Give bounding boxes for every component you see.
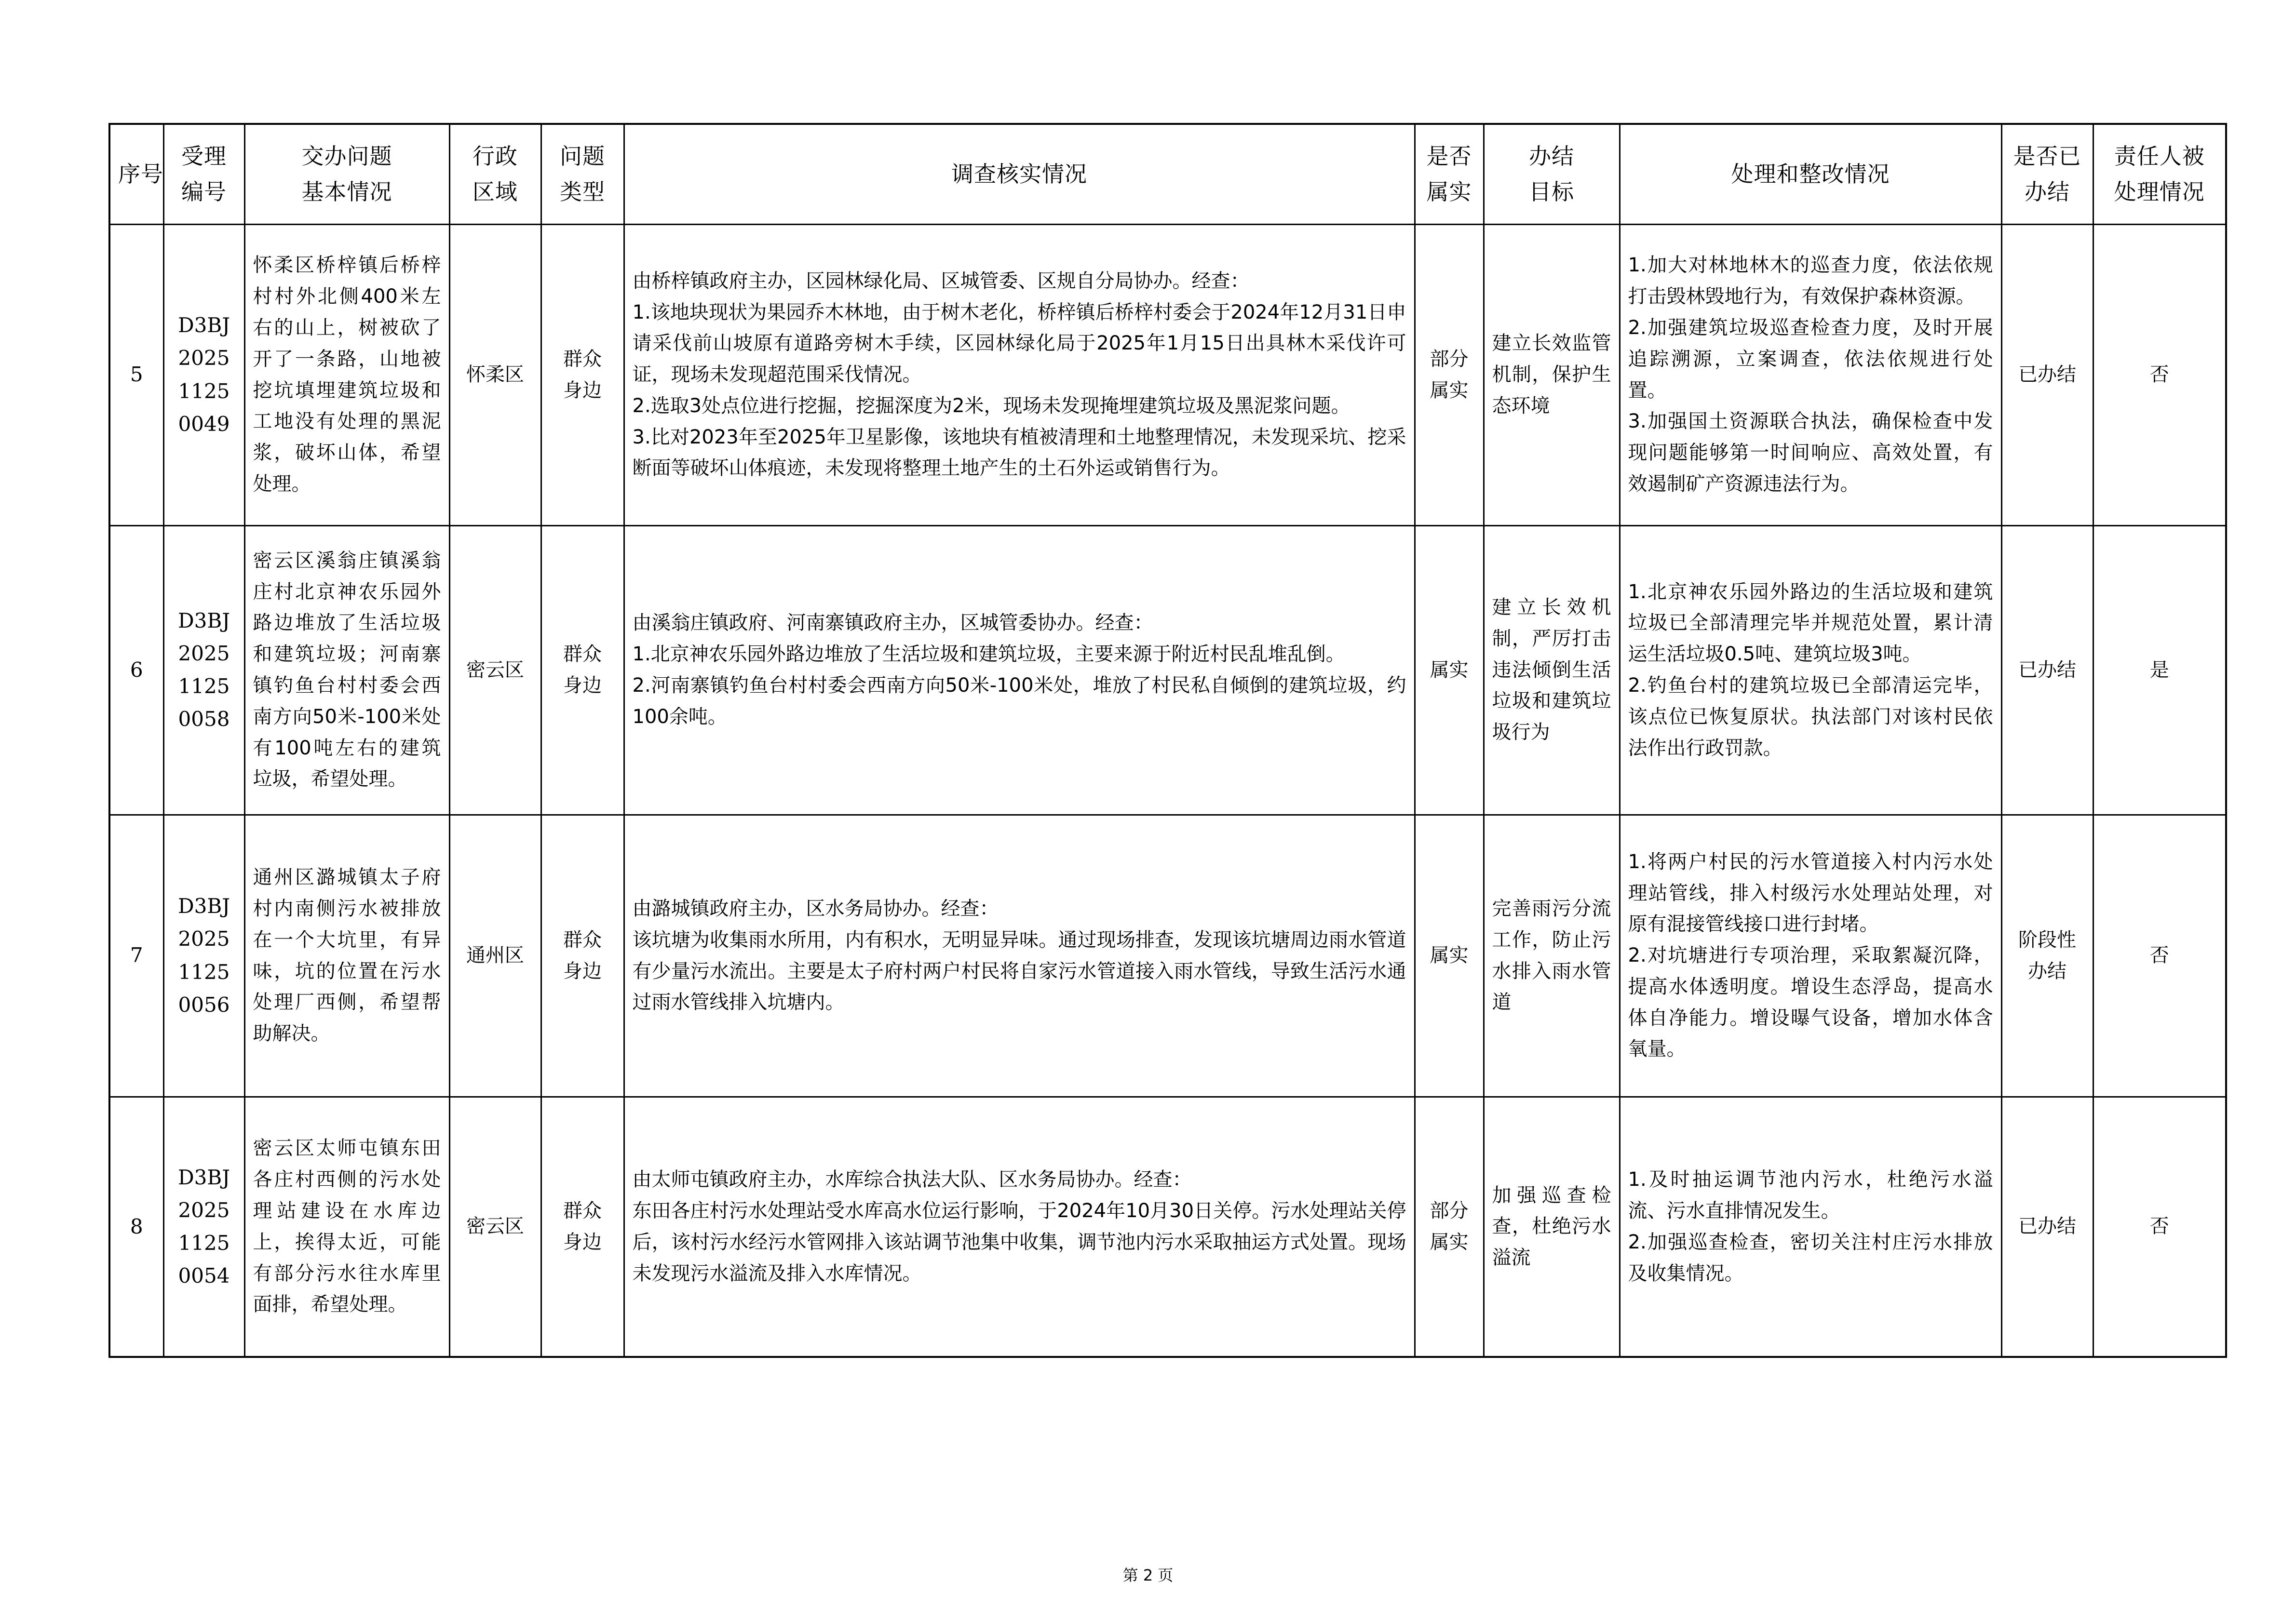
cell-investigation: 由桥梓镇政府主办，区园林绿化局、区城管委、区规自分局协办。经查： 1.该地块现状为果园乔木林地，由于树木老化，桥梓镇后桥梓村委会于2024年12月31日申请采伐前山坡原有道路旁树木手续，区园林绿化局于2025年1月15日出具林木采伐许可证，现场未发现超范围采伐情况。 2.选取3处点位进行挖掘，挖掘深度为2米，现场未发现掩埋建筑垃圾及黑泥浆问题。 3.比对2023年至2025年卫星影像，该地块有植被清理和土地整理情况，未发现采坑、挖采断面等破坏山体痕迹，未发现将整理土地产生的土石外运或销售行为。 xyxy=(624,224,1415,525)
cell-region: 密云区 xyxy=(449,1097,541,1357)
cell-accept-id: D3BJ202511250049 xyxy=(163,224,244,525)
cell-goal: 完善雨污分流工作，防止污水排入雨水管道 xyxy=(1484,815,1620,1097)
col-header-problem-type: 问题 类型 xyxy=(541,124,624,224)
cell-problem-type: 群众 身边 xyxy=(541,224,624,525)
cell-basic-situation: 通州区潞城镇太子府村内南侧污水被排放在一个大坑里，有异味，坑的位置在污水处理厂西侧，希望帮助解决。 xyxy=(244,815,449,1097)
cell-accept-id: D3BJ202511250056 xyxy=(163,815,244,1097)
cell-investigation: 由溪翁庄镇政府、河南寨镇政府主办，区城管委协办。经查： 1.北京神农乐园外路边堆放了生活垃圾和建筑垃圾，主要来源于附近村民乱堆乱倒。 2.河南寨镇钓鱼台村村委会西南方向50米-100米处，堆放了村民私自倾倒的建筑垃圾，约100余吨。 xyxy=(624,525,1415,815)
cell-region: 通州区 xyxy=(449,815,541,1097)
cell-fix: 1.北京神农乐园外路边的生活垃圾和建筑垃圾已全部清理完毕并规范处置，累计清运生活垃圾0.5吨、建筑垃圾3吨。 2.钓鱼台村的建筑垃圾已全部清运完毕，该点位已恢复原状。执法部门对该村民依法作出行政罚款。 xyxy=(1620,525,2001,815)
cell-fix: 1.将两户村民的污水管道接入村内污水处理站管线，排入村级污水处理站处理，对原有混接管线接口进行封堵。 2.对坑塘进行专项治理，采取絮凝沉降，提高水体透明度。增设生态浮岛，提高水体自净能力。增设曝气设备，增加水体含氧量。 xyxy=(1620,815,2001,1097)
table-body xyxy=(109,224,2226,1357)
table-header xyxy=(109,124,2226,224)
cell-seq: 6 xyxy=(109,525,163,815)
cell-goal: 建立长效监管机制，保护生态环境 xyxy=(1484,224,1620,525)
page-number-footer: 第 2 页 xyxy=(1122,1566,1174,1584)
cell-is-true: 部分 属实 xyxy=(1415,224,1484,525)
col-header-fix: 处理和整改情况 xyxy=(1620,124,2001,224)
cell-accept-id: D3BJ202511250058 xyxy=(163,525,244,815)
cell-fix: 1.及时抽运调节池内污水，杜绝污水溢流、污水直排情况发生。 2.加强巡查检查，密切关注村庄污水排放及收集情况。 xyxy=(1620,1097,2001,1357)
cell-is-true: 部分 属实 xyxy=(1415,1097,1484,1357)
cell-problem-type: 群众 身边 xyxy=(541,525,624,815)
col-header-region: 行政 区域 xyxy=(449,124,541,224)
cell-accept-id: D3BJ202511250054 xyxy=(163,1097,244,1357)
table-row xyxy=(109,224,2226,525)
cell-person-handled: 否 xyxy=(2093,1097,2226,1357)
cell-basic-situation: 密云区溪翁庄镇溪翁庄村北京神农乐园外路边堆放了生活垃圾和建筑垃圾；河南寨镇钓鱼台村村委会西南方向50米-100米处有100吨左右的建筑垃圾，希望处理。 xyxy=(244,525,449,815)
col-header-person-handled: 责任人被 处理情况 xyxy=(2093,124,2226,224)
cell-seq: 5 xyxy=(109,224,163,525)
table-row xyxy=(109,815,2226,1097)
col-header-investigation: 调查核实情况 xyxy=(624,124,1415,224)
handling-report-table xyxy=(108,123,2227,1358)
cell-fix: 1.加大对林地林木的巡查力度，依法依规打击毁林毁地行为，有效保护森林资源。 2.加强建筑垃圾巡查检查力度，及时开展追踪溯源，立案调查，依法依规进行处置。 3.加强国土资源联合执法，确保检查中发现问题能够第一时间响应、高效处置，有效遏制矿产资源违法行为。 xyxy=(1620,224,2001,525)
cell-is-true: 属实 xyxy=(1415,815,1484,1097)
cell-is-done: 已办结 xyxy=(2001,224,2093,525)
cell-seq: 7 xyxy=(109,815,163,1097)
cell-is-done: 阶段性 办结 xyxy=(2001,815,2093,1097)
cell-is-true: 属实 xyxy=(1415,525,1484,815)
col-header-goal: 办结 目标 xyxy=(1484,124,1620,224)
cell-is-done: 已办结 xyxy=(2001,525,2093,815)
cell-problem-type: 群众 身边 xyxy=(541,815,624,1097)
cell-seq: 8 xyxy=(109,1097,163,1357)
cell-investigation: 由太师屯镇政府主办，水库综合执法大队、区水务局协办。经查： 东田各庄村污水处理站受水库高水位运行影响，于2024年10月30日关停。污水处理站关停后，该村污水经污水管网排入该站调节池集中收集，调节池内污水采取抽运方式处置。现场未发现污水溢流及排入水库情况。 xyxy=(624,1097,1415,1357)
header-row xyxy=(109,124,2226,224)
cell-person-handled: 否 xyxy=(2093,815,2226,1097)
cell-goal: 加强巡查检查，杜绝污水溢流 xyxy=(1484,1097,1620,1357)
cell-is-done: 已办结 xyxy=(2001,1097,2093,1357)
cell-goal: 建立长效机制，严厉打击违法倾倒生活垃圾和建筑垃圾行为 xyxy=(1484,525,1620,815)
col-header-seq: 序号 xyxy=(109,124,163,224)
col-header-accept-id: 受理 编号 xyxy=(163,124,244,224)
col-header-is-done: 是否已 办结 xyxy=(2001,124,2093,224)
cell-investigation: 由潞城镇政府主办，区水务局协办。经查： 该坑塘为收集雨水所用，内有积水，无明显异味。通过现场排查，发现该坑塘周边雨水管道有少量污水流出。主要是太子府村两户村民将自家污水管道接入雨水管线，导致生活污水通过雨水管线排入坑塘内。 xyxy=(624,815,1415,1097)
cell-person-handled: 否 xyxy=(2093,224,2226,525)
table-row xyxy=(109,525,2226,815)
cell-person-handled: 是 xyxy=(2093,525,2226,815)
cell-basic-situation: 怀柔区桥梓镇后桥梓村村外北侧400米左右的山上，树被砍了开了一条路，山地被挖坑填埋建筑垃圾和工地没有处理的黑泥浆，破坏山体，希望处理。 xyxy=(244,224,449,525)
cell-basic-situation: 密云区太师屯镇东田各庄村西侧的污水处理站建设在水库边上，挨得太近，可能有部分污水往水库里面排，希望处理。 xyxy=(244,1097,449,1357)
cell-region: 密云区 xyxy=(449,525,541,815)
col-header-basic-situation: 交办问题 基本情况 xyxy=(244,124,449,224)
col-header-is-true: 是否 属实 xyxy=(1415,124,1484,224)
table-row xyxy=(109,1097,2226,1357)
cell-problem-type: 群众 身边 xyxy=(541,1097,624,1357)
cell-region: 怀柔区 xyxy=(449,224,541,525)
